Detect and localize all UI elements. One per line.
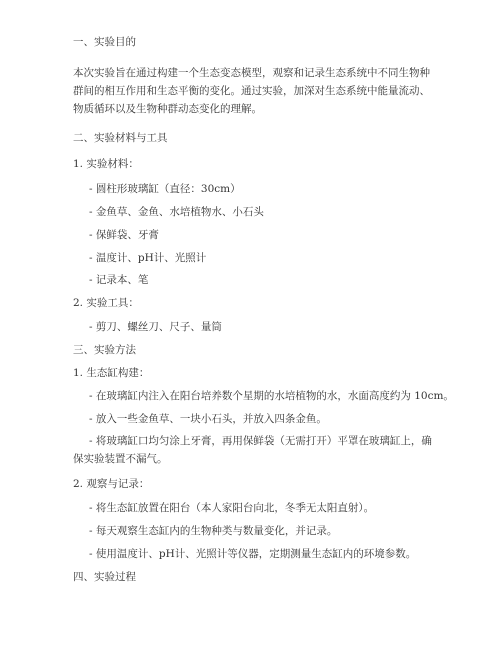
section-heading-methods: 三、实验方法 bbox=[73, 344, 136, 356]
tools-bullet: - 剪刀、螺丝刀、尺子、量筒 bbox=[89, 321, 222, 333]
methods-bullet: - 将玻璃缸口均匀涂上牙膏，再用保鲜袋（无需打开）平罩在玻璃缸上，确保实验装置不漏气。 bbox=[73, 435, 432, 465]
materials-bullet: - 圆柱形玻璃缸（直径：30cm） bbox=[89, 183, 241, 195]
methods-item-label: 1. 生态缸构建： bbox=[73, 367, 150, 379]
materials-bullet: - 温度计、pH计、光照计 bbox=[89, 252, 207, 264]
materials-bullet: - 记录本、笔 bbox=[89, 274, 149, 286]
methods-bullet: - 在玻璃缸内注入在阳台培养数个星期的水培植物的水，水面高度约为 10cm。 bbox=[89, 390, 454, 402]
materials-bullet: - 保鲜袋、牙膏 bbox=[89, 229, 159, 241]
materials-item-label: 1. 实验材料： bbox=[73, 158, 139, 170]
observation-bullet: - 使用温度计、pH计、光照计等仪器，定期测量生态缸内的环境参数。 bbox=[89, 548, 417, 560]
observation-item-label: 2. 观察与记录： bbox=[73, 478, 150, 490]
methods-bullet: - 放入一些金鱼草、一块小石头，并放入四条金鱼。 bbox=[89, 413, 327, 425]
section-heading-process: 四、实验过程 bbox=[73, 571, 136, 583]
materials-bullet: - 金鱼草、金鱼、水培植物水、小石头 bbox=[89, 206, 264, 218]
observation-bullet: - 将生态缸放置在阳台（本人家阳台向北，冬季无太阳直射）。 bbox=[89, 502, 375, 514]
section-heading-purpose: 一、实验目的 bbox=[73, 36, 136, 48]
tools-item-label: 2. 实验工具： bbox=[73, 297, 139, 309]
purpose-paragraph: 本次实验旨在通过构建一个生态变态模型，观察和记录生态系统中不同生物种群间的相互作用和生态平衡的变化。通过实验，加深对生态系统中能量流动、物质循环以及生物种群动态变化的理解。 bbox=[73, 67, 430, 115]
section-heading-materials: 二、实验材料与工具 bbox=[73, 132, 168, 144]
observation-bullet: - 每天观察生态缸内的生物种类与数量变化，并记录。 bbox=[89, 525, 338, 537]
